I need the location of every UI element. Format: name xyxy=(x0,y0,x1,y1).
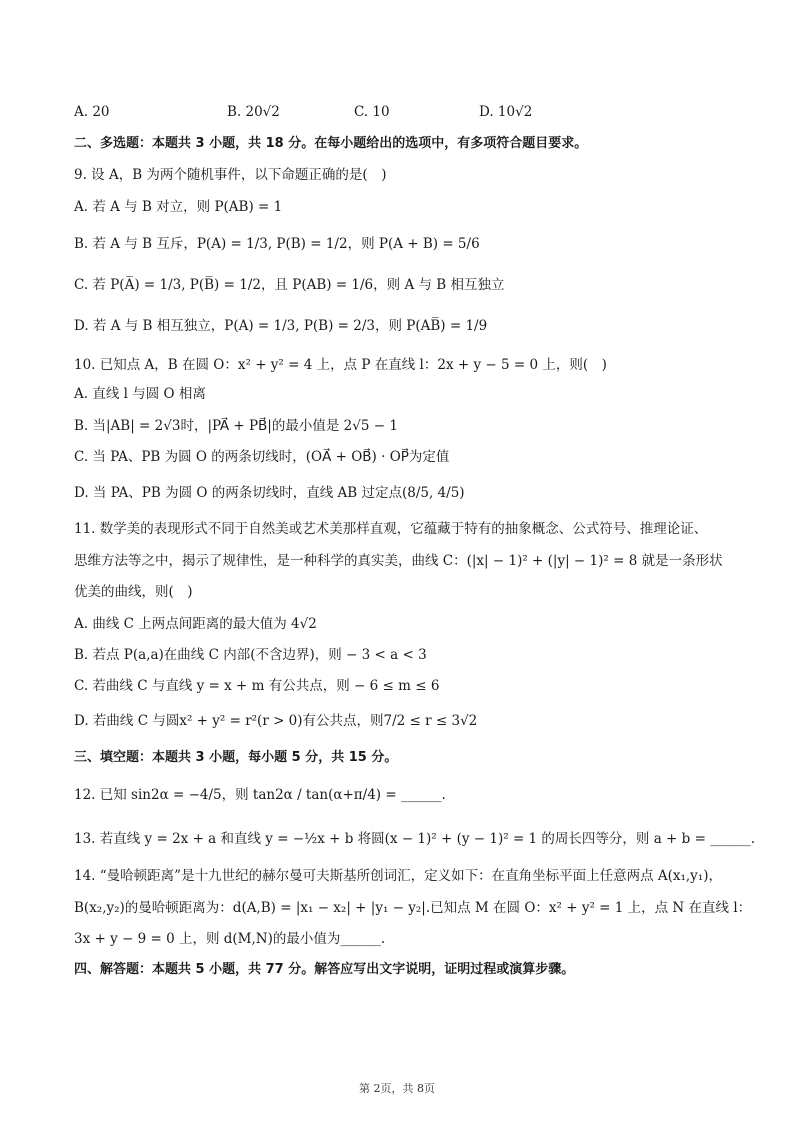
q11-stem-line3: 优美的曲线，则( ) xyxy=(74,584,193,600)
q9-option-d: D. 若 A 与 B 相互独立，P(A) = 1/3, P(B) = 2/3，则 P(AB̅) = 1/9 xyxy=(74,318,488,334)
q14-line3: 3x + y − 9 = 0 上，则 d(M,N)的最小值为______. xyxy=(74,931,386,947)
section-fill-blank-heading: 三、填空题：本题共 3 小题，每小题 5 分，共 15 分。 xyxy=(74,750,398,765)
q9-option-b: B. 若 A 与 B 互斥，P(A) = 1/3, P(B) = 1/2，则 P(A + B) = 5/6 xyxy=(74,236,480,252)
q11-stem-line1: 11. 数学美的表现形式不同于自然美或艺术美那样直观，它蕴藏于特有的抽象概念、公式符号、推理论证、 xyxy=(74,521,708,537)
q11-option-d: D. 若曲线 C 与圆x² + y² = r²(r > 0)有公共点，则7/2 ≤ r ≤ 3√2 xyxy=(74,713,478,729)
q10-stem: 10. 已知点 A，B 在圆 O：x² + y² = 4 上，点 P 在直线 l：2x + y − 5 = 0 上，则( ) xyxy=(74,357,607,373)
q11-option-b: B. 若点 P(a,a)在曲线 C 内部(不含边界)，则 − 3 < a < 3 xyxy=(74,647,427,663)
q11-option-a: A. 曲线 C 上两点间距离的最大值为 4√2 xyxy=(74,616,317,632)
section-solution-heading: 四、解答题：本题共 5 小题，共 77 分。解答应写出文字说明，证明过程或演算步骤。 xyxy=(74,962,575,977)
q9-option-a: A. 若 A 与 B 对立，则 P(AB) = 1 xyxy=(74,199,283,215)
section-multiple-choice-heading: 二、多选题：本题共 3 小题，共 18 分。在每小题给出的选项中，有多项符合题目要求。 xyxy=(74,136,588,151)
q8-choice-b: B. 20√2 xyxy=(227,104,280,120)
q10-option-d: D. 当 PA、PB 为圆 O 的两条切线时，直线 AB 过定点(8/5, 4/5) xyxy=(74,485,465,501)
q8-choice-a: A. 20 xyxy=(74,104,110,120)
q8-choice-c: C. 10 xyxy=(354,104,390,120)
q8-choice-d: D. 10√2 xyxy=(479,104,533,120)
q9-option-c: C. 若 P(A̅) = 1/3, P(B̅) = 1/2，且 P(AB) = 1/6，则 A 与 B 相互独立 xyxy=(74,277,505,293)
q10-option-b: B. 当|AB| = 2√3时，|PA⃗ + PB⃗|的最小值是 2√5 − 1 xyxy=(74,418,398,434)
q11-stem-line2: 思维方法等之中，揭示了规律性，是一种科学的真实美，曲线 C：(|x| − 1)² + (|y| − 1)² = 8 就是一条形状 xyxy=(74,553,723,569)
q9-stem: 9. 设 A，B 为两个随机事件，以下命题正确的是( ) xyxy=(74,167,387,183)
q13-text: 13. 若直线 y = 2x + a 和直线 y = −½x + b 将圆(x − 1)² + (y − 1)² = 1 的周长四等分，则 a + b = ______. xyxy=(74,831,755,847)
q8-choices xyxy=(74,104,734,124)
q14-line1: 14. “曼哈顿距离”是十九世纪的赫尔曼可夫斯基所创词汇，定义如下：在直角坐标平面上任意两点 A(x₁,y₁)， xyxy=(74,868,722,884)
q10-option-c: C. 当 PA、PB 为圆 O 的两条切线时，(OA⃗ + OB⃗) · OP⃗为定值 xyxy=(74,449,450,465)
q11-option-c: C. 若曲线 C 与直线 y = x + m 有公共点，则 − 6 ≤ m ≤ 6 xyxy=(74,678,440,694)
q10-option-a: A. 直线 l 与圆 O 相离 xyxy=(74,386,206,402)
page-footer: 第 2页，共 8页 xyxy=(359,1082,435,1095)
q14-line2: B(x₂,y₂)的曼哈顿距离为：d(A,B) = |x₁ − x₂| + |y₁ − y₂|.已知点 M 在圆 O：x² + y² = 1 上，点 N 在直线 l： xyxy=(74,900,752,916)
q12-text: 12. 已知 sin2α = −4/5，则 tan2α / tan(α+π/4) = ______. xyxy=(74,787,446,803)
